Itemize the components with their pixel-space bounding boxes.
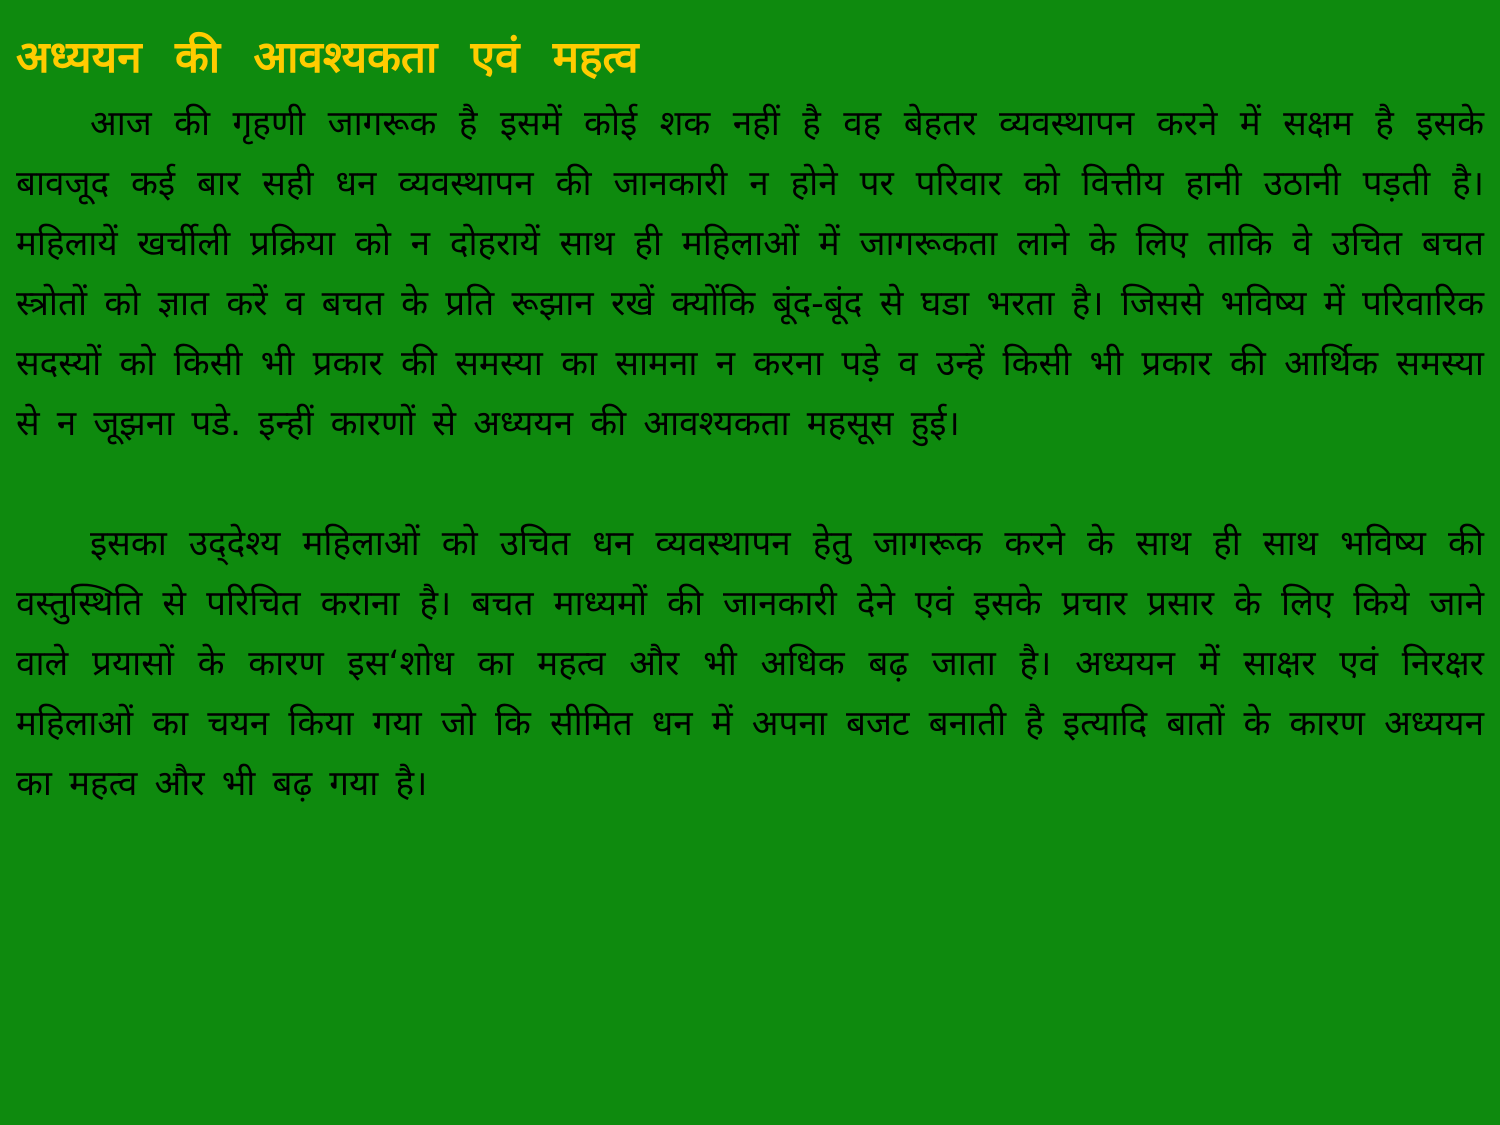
slide-title: अध्ययन की आवश्यकता एवं महत्व bbox=[16, 32, 639, 83]
paragraph-need: आज की गृहणी जागरूक है इसमें कोई शक नहीं है वह बेहतर व्यवस्थापन करने में सक्षम है इसके बावजूद कई बार सही धन व्यवस्थापन की जानकारी न होने पर परिवार को वित्तीय हानी उठानी पड़ती है। महिलायें खर्चीली प्रक्रिया को न दोहरायें साथ ही महिलाओं में जागरूकता लाने के लिए ताकि वे उचित बचत स्त्रोतों को ज्ञात करें व बचत के प्रति रूझान रखें क्योंकि बूंद-बूंद से घडा भरता है। जिससे भविष्य में परिवारिक सदस्यों को किसी भी प्रकार की समस्या का सामना न करना पड़े व उन्हें किसी भी प्रकार की आर्थिक समस्या से न जूझना पडे. इन्हीं कारणों से अध्ययन की आवश्यकता महसूस हुई। bbox=[16, 104, 1484, 444]
paragraph-objective: इसका उद्‌देश्य महिलाओं को उचित धन व्यवस्थापन हेतु जागरूक करने के साथ ही साथ भविष्य की वस्तुस्थिति से परिचित कराना है। बचत माध्यमों की जानकारी देने एवं इसके प्रचार प्रसार के लिए किये जाने वाले प्रयासों के कारण इस‘शोध का महत्व और भी अधिक बढ़ जाता है। अध्ययन में साक्षर एवं निरक्षर महिलाओं का चयन किया गया जो कि सीमित धन में अपना बजट बनाती है इत्यादि बातों के कारण अध्ययन का महत्व और भी बढ़ गया है। bbox=[16, 524, 1484, 804]
